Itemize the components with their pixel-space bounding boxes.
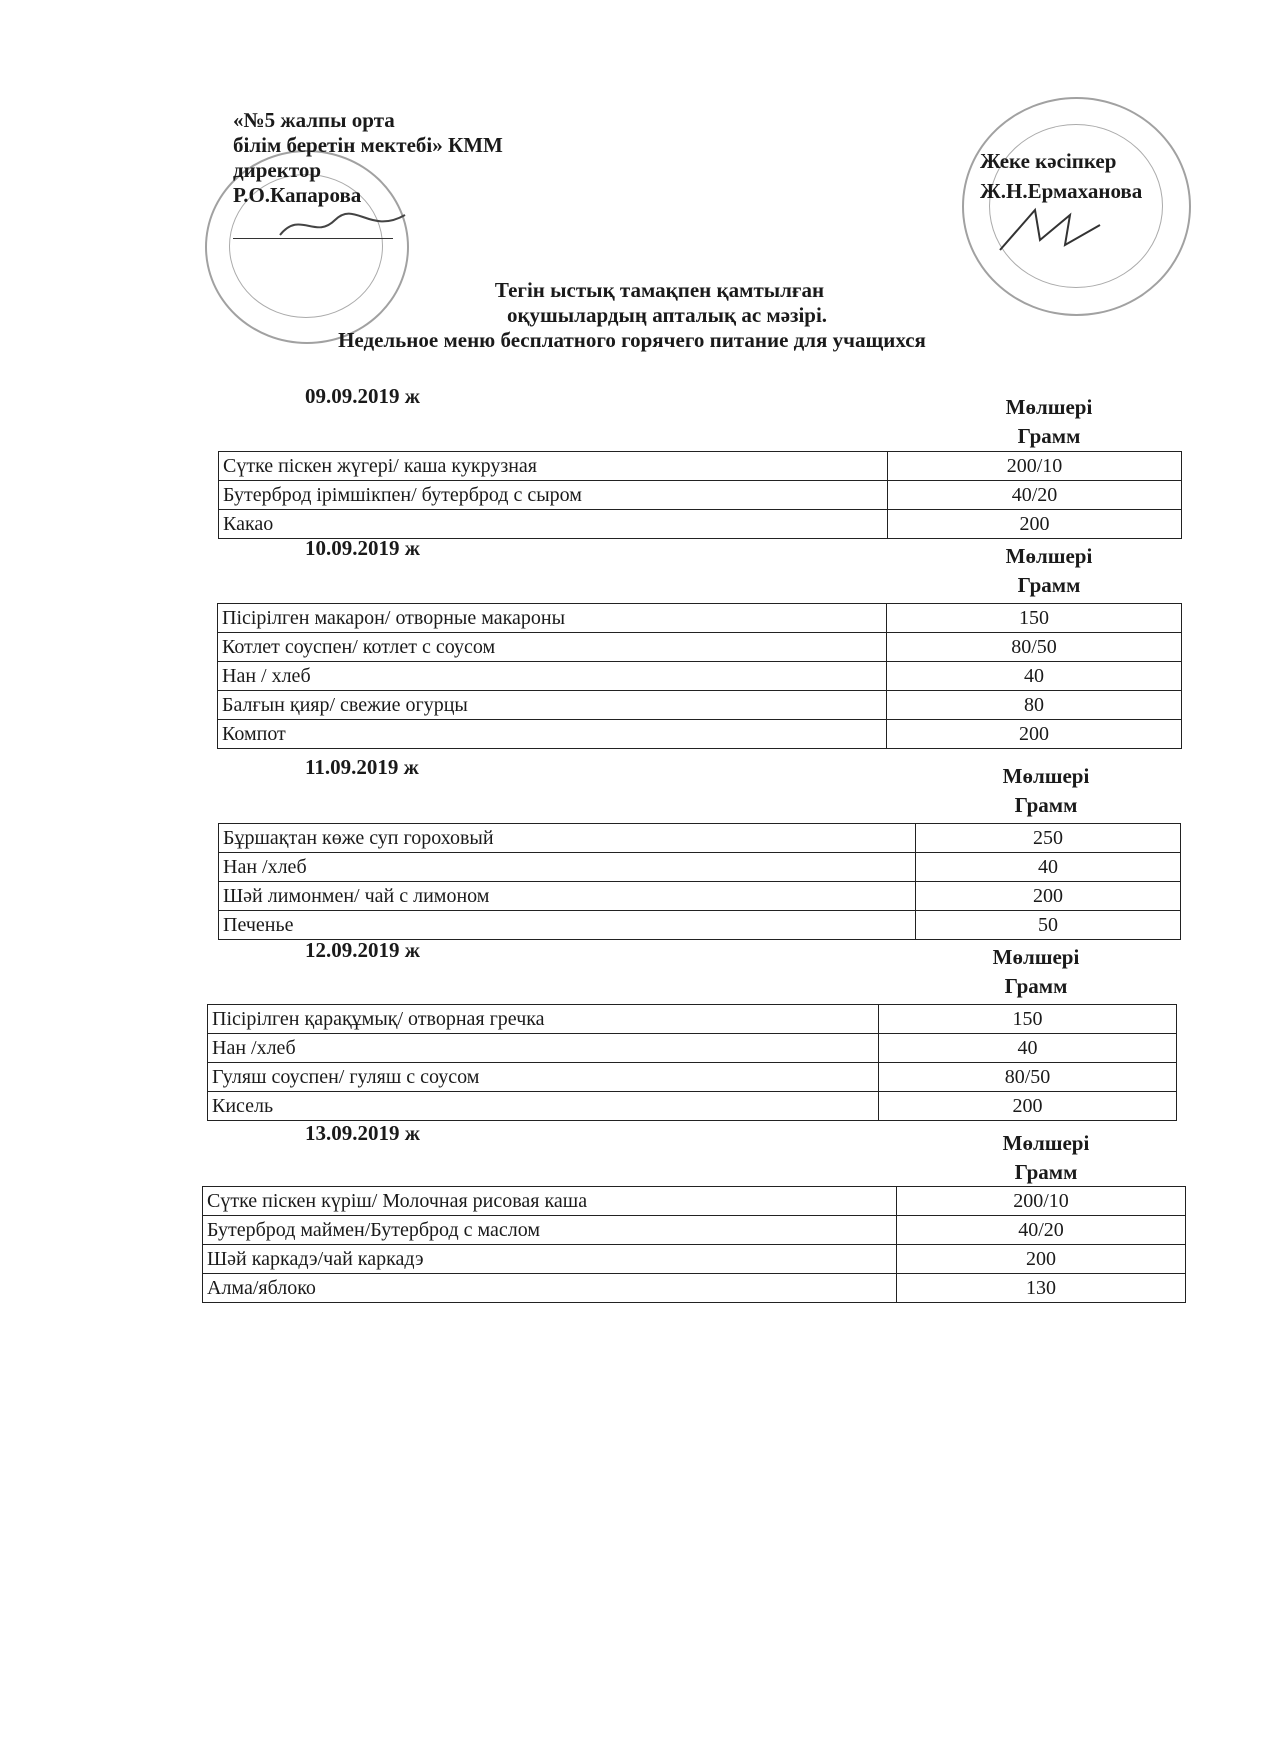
table-row: [219, 911, 1181, 940]
day-date: 09.09.2019 ж: [305, 384, 420, 408]
school-name-line2: білім беретін мектебі» КММ: [233, 133, 503, 157]
day-date: 12.09.2019 ж: [305, 938, 420, 962]
table-row: [208, 1092, 1177, 1121]
unit-header: Мөлшері Грамм: [1002, 1131, 1090, 1184]
table-row: [218, 604, 1182, 633]
dish-qty: 150: [879, 1005, 1177, 1034]
dish-qty: 80/50: [887, 633, 1182, 662]
dish-qty: 130: [897, 1274, 1186, 1303]
title-line3: Недельное меню бесплатного горячего питание для учащихся: [338, 328, 926, 352]
table-row: [218, 662, 1182, 691]
table-row: [219, 481, 1182, 510]
dish-name: Кисель: [208, 1092, 879, 1121]
dish-qty: 200: [897, 1245, 1186, 1274]
table-row: [218, 633, 1182, 662]
table-row: [219, 882, 1181, 911]
dish-qty: 80: [887, 691, 1182, 720]
director-title: директор: [233, 158, 322, 182]
table-row: [218, 720, 1182, 749]
menu-table-day1: [218, 451, 1182, 539]
dish-qty: 200/10: [888, 452, 1182, 481]
table-row: [219, 824, 1181, 853]
dish-qty: 250: [916, 824, 1181, 853]
dish-name: Балғын қияр/ свежие огурцы: [218, 691, 887, 720]
dish-name: Сүтке піскен жүгері/ каша кукрузная: [219, 452, 888, 481]
title-line2: оқушылардың апталық ас мәзірі.: [506, 303, 828, 327]
dish-qty: 200: [887, 720, 1182, 749]
unit-header: Мөлшері Грамм: [1002, 764, 1090, 817]
director-signature: [275, 205, 415, 245]
table-row: [203, 1274, 1186, 1303]
table-row: [203, 1187, 1186, 1216]
title-line1: Тегін ыстық тамақпен қамтылған: [494, 278, 825, 302]
table-row: [203, 1216, 1186, 1245]
dish-qty: 80/50: [879, 1063, 1177, 1092]
dish-name: Компот: [218, 720, 887, 749]
approval-block-right: [980, 146, 1142, 206]
dish-name: Гуляш соуспен/ гуляш с соусом: [208, 1063, 879, 1092]
table-row: [203, 1245, 1186, 1274]
dish-name: Какао: [219, 510, 888, 539]
entrepreneur-signature: [995, 205, 1105, 255]
signature-line: [233, 238, 393, 239]
dish-qty: 40/20: [888, 481, 1182, 510]
dish-name: Нан /хлеб: [219, 853, 916, 882]
dish-name: Пісірілген макарон/ отворные макароны: [218, 604, 887, 633]
menu-table-day5: [202, 1186, 1186, 1303]
entrepreneur-name: Ж.Н.Ермаханова: [980, 179, 1143, 203]
day-date: 11.09.2019 ж: [305, 755, 419, 779]
day-date: 13.09.2019 ж: [305, 1121, 420, 1145]
unit-header: Мөлшері Грамм: [992, 945, 1080, 998]
dish-name: Нан / хлеб: [218, 662, 887, 691]
unit-header: Мөлшері Грамм: [1005, 544, 1093, 597]
dish-qty: 40: [879, 1034, 1177, 1063]
dish-qty: 50: [916, 911, 1181, 940]
dish-name: Пісірілген қарақұмық/ отворная гречка: [208, 1005, 879, 1034]
menu-table-day4: [207, 1004, 1177, 1121]
dish-name: Котлет соуспен/ котлет с соусом: [218, 633, 887, 662]
dish-qty: 150: [887, 604, 1182, 633]
dish-name: Бұршақтан көже суп гороховый: [219, 824, 916, 853]
approval-block-left: [233, 108, 503, 208]
table-row: [208, 1005, 1177, 1034]
dish-qty: 200: [916, 882, 1181, 911]
day-date: 10.09.2019 ж: [305, 536, 420, 560]
table-row: [218, 691, 1182, 720]
dish-name: Шәй лимонмен/ чай с лимоном: [219, 882, 916, 911]
dish-name: Бутерброд маймен/Бутерброд с маслом: [203, 1216, 897, 1245]
menu-table-day2: [217, 603, 1182, 749]
dish-qty: 40/20: [897, 1216, 1186, 1245]
table-row: [219, 510, 1182, 539]
dish-qty: 200: [879, 1092, 1177, 1121]
dish-qty: 200: [888, 510, 1182, 539]
school-name-line1: «№5 жалпы орта: [233, 108, 395, 132]
table-row: [219, 452, 1182, 481]
table-row: [219, 853, 1181, 882]
entrepreneur-title: Жеке кәсіпкер: [980, 149, 1117, 173]
dish-name: Шәй каркадэ/чай каркадэ: [203, 1245, 897, 1274]
director-name: Р.О.Капарова: [233, 183, 362, 207]
dish-qty: 40: [887, 662, 1182, 691]
table-row: [208, 1034, 1177, 1063]
dish-name: Нан /хлеб: [208, 1034, 879, 1063]
dish-qty: 200/10: [897, 1187, 1186, 1216]
unit-header: Мөлшері Грамм: [1005, 395, 1093, 448]
dish-name: Печенье: [219, 911, 916, 940]
dish-name: Бутерброд ірімшікпен/ бутерброд с сыром: [219, 481, 888, 510]
dish-name: Алма/яблоко: [203, 1274, 897, 1303]
table-row: [208, 1063, 1177, 1092]
dish-name: Сүтке піскен күріш/ Молочная рисовая каша: [203, 1187, 897, 1216]
document-title: [0, 278, 1264, 353]
menu-table-day3: [218, 823, 1181, 940]
dish-qty: 40: [916, 853, 1181, 882]
